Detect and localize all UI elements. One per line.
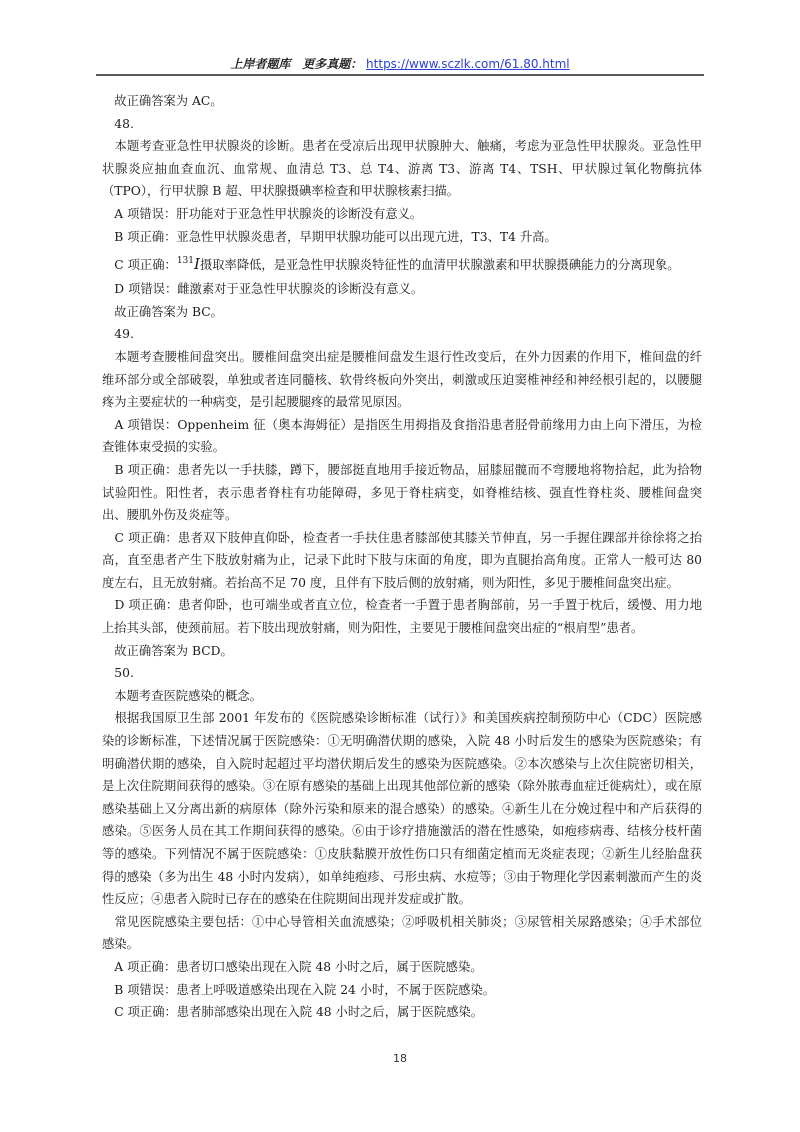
- question-number: 49.: [102, 327, 134, 342]
- paragraph: D 项错误：雌激素对于亚急性甲状腺炎的诊断没有意义。: [102, 282, 424, 297]
- header-divider: [96, 74, 704, 76]
- paragraph: C 项正确：患者双下肢伸直仰卧，检查者一手扶住患者膝部使其膝关节伸直，另一手握住踝部并徐徐将之抬高，直至患者产生下肢放射痛为止，记录下此时下肢与床面的角度，即为直腿抬高角度。正常人一般可达 80 度左右，且无放射痛。若抬高不足 70 度，且伴有下肢后侧的放射痛，则为阳性，多见于腰椎间盘突出症。: [102, 530, 702, 590]
- paragraph: B 项错误：患者上呼吸道感染出现在入院 24 小时，不属于医院感染。: [102, 982, 496, 997]
- page-header: [100, 54, 700, 74]
- paragraph: [102, 248, 702, 278]
- iodine-symbol: I: [194, 255, 200, 274]
- paragraph: 本题考查腰椎间盘突出。腰椎间盘突出症是腰椎间盘发生退行性改变后，在外力因素的作用下，椎间盘的纤维环部分或全部破裂，单独或者连同髓核、软骨终板向外突出，刺激或压迫窦椎神经和神经根引起的，以腰腿疼为主要症状的一种病变，是引起腰腿疼的最常见原因。: [102, 349, 702, 410]
- paragraph: 故正确答案为 BCD。: [102, 643, 233, 658]
- paragraph: D 项正确：患者仰卧，也可端坐或者直立位，检查者一手置于患者胸部前，另一手置于枕后，缓慢、用力地上抬其头部，使颈前屈。若下肢出现放射痛，则为阳性，主要见于腰椎间盘突出症的“根肩型”患者。: [102, 598, 702, 636]
- paragraph: A 项正确：患者切口感染出现在入院 48 小时之后，属于医院感染。: [102, 959, 483, 974]
- question-number: 50.: [102, 666, 134, 681]
- paragraph: B 项正确：亚急性甲状腺炎患者，早期甲状腺功能可以出现亢进，T3、T4 升高。: [102, 229, 557, 244]
- question-number: 48.: [102, 116, 134, 131]
- document-body: [102, 90, 702, 1024]
- option-prefix: C 项正确：: [102, 258, 177, 273]
- header-link[interactable]: https://www.sczlk.com/61.80.html: [366, 57, 570, 71]
- isotope-superscript: 131: [176, 256, 194, 267]
- paragraph: 本题考查亚急性甲状腺炎的诊断。患者在受凉后出现甲状腺肿大、触痛，考虑为亚急性甲状腺炎。亚急性甲状腺炎应抽血查血沉、血常规、血清总 T3、总 T4、游离 T3、游离 T4、TSH、甲状腺过氧化物酶抗体（TPO），行甲状腺 B 超、甲状腺摄碘率检查和甲状腺核素扫描。: [102, 139, 702, 199]
- paragraph: 根据我国原卫生部 2001 年发布的《医院感染诊断标准（试行）》和美国疾病控制预防中心（CDC）医院感染的诊断标准，下述情况属于医院感染：①无明确潜伏期的感染，入院 48 小时后发生的感染为医院感染；有明确潜伏期的感染，自入院时起超过平均潜伏期后发生的感染为医院感染。②本次感染与上次住院密切相关，是上次住院期间获得的感染。③在原有感染的基础上出现其他部位新的感染（除外脓毒血症迁徙病灶），或在原感染基础上又分离出新的病原体（除外污染和原来的混合感染）的感染。④新生儿在分娩过程中和产后获得的感染。⑤医务人员在其工作期间获得的感染。⑥由于诊疗措施激活的潜在性感染，如疱疹病毒、结核分枝杆菌等的感染。下列情况不属于医院感染：①皮肤黏膜开放性伤口只有细菌定植而无炎症表现；②新生儿经胎盘获得的感染（多为出生 48 小时内发病），如单纯疱疹、弓形虫病、水痘等；③由于物理化学因素刺激而产生的炎性反应；④患者入院时已存在的感染在住院期间出现并发症或扩散。: [102, 711, 702, 907]
- paragraph: 常见医院感染主要包括：①中心导管相关血流感染；②呼吸机相关肺炎；③尿管相关尿路感染；④手术部位感染。: [102, 914, 702, 952]
- page-number: 18: [393, 1052, 407, 1065]
- paragraph: A 项错误：肝功能对于亚急性甲状腺炎的诊断没有意义。: [102, 206, 423, 221]
- option-text: 摄取率降低，是亚急性甲状腺炎特征性的血清甲状腺激素和甲状腺摄碘能力的分离现象。: [199, 258, 680, 273]
- paragraph: 故正确答案为 BC。: [102, 304, 223, 319]
- paragraph: B 项正确：患者先以一手扶膝，蹲下，腰部挺直地用手接近物品，屈膝屈髋而不弯腰地将物拾起，此为拾物试验阳性。阳性者，表示患者脊柱有功能障碍，多见于脊柱病变，如脊椎结核、强直性脊柱炎、腰椎间盘突出、腰肌外伤及炎症等。: [102, 462, 702, 523]
- header-brand: 上岸者题库: [230, 57, 291, 71]
- paragraph: 本题考查医院感染的概念。: [102, 688, 262, 703]
- paragraph: C 项正确：患者肺部感染出现在入院 48 小时之后，属于医院感染。: [102, 1005, 484, 1020]
- paragraph: 故正确答案为 AC。: [102, 94, 223, 108]
- paragraph: A 项错误：Oppenheim 征（奥本海姆征）是指医生用拇指及食指沿患者胫骨前缘用力由上向下滑压，为检查锥体束受损的实验。: [102, 417, 702, 455]
- header-label: 更多真题：: [302, 57, 363, 71]
